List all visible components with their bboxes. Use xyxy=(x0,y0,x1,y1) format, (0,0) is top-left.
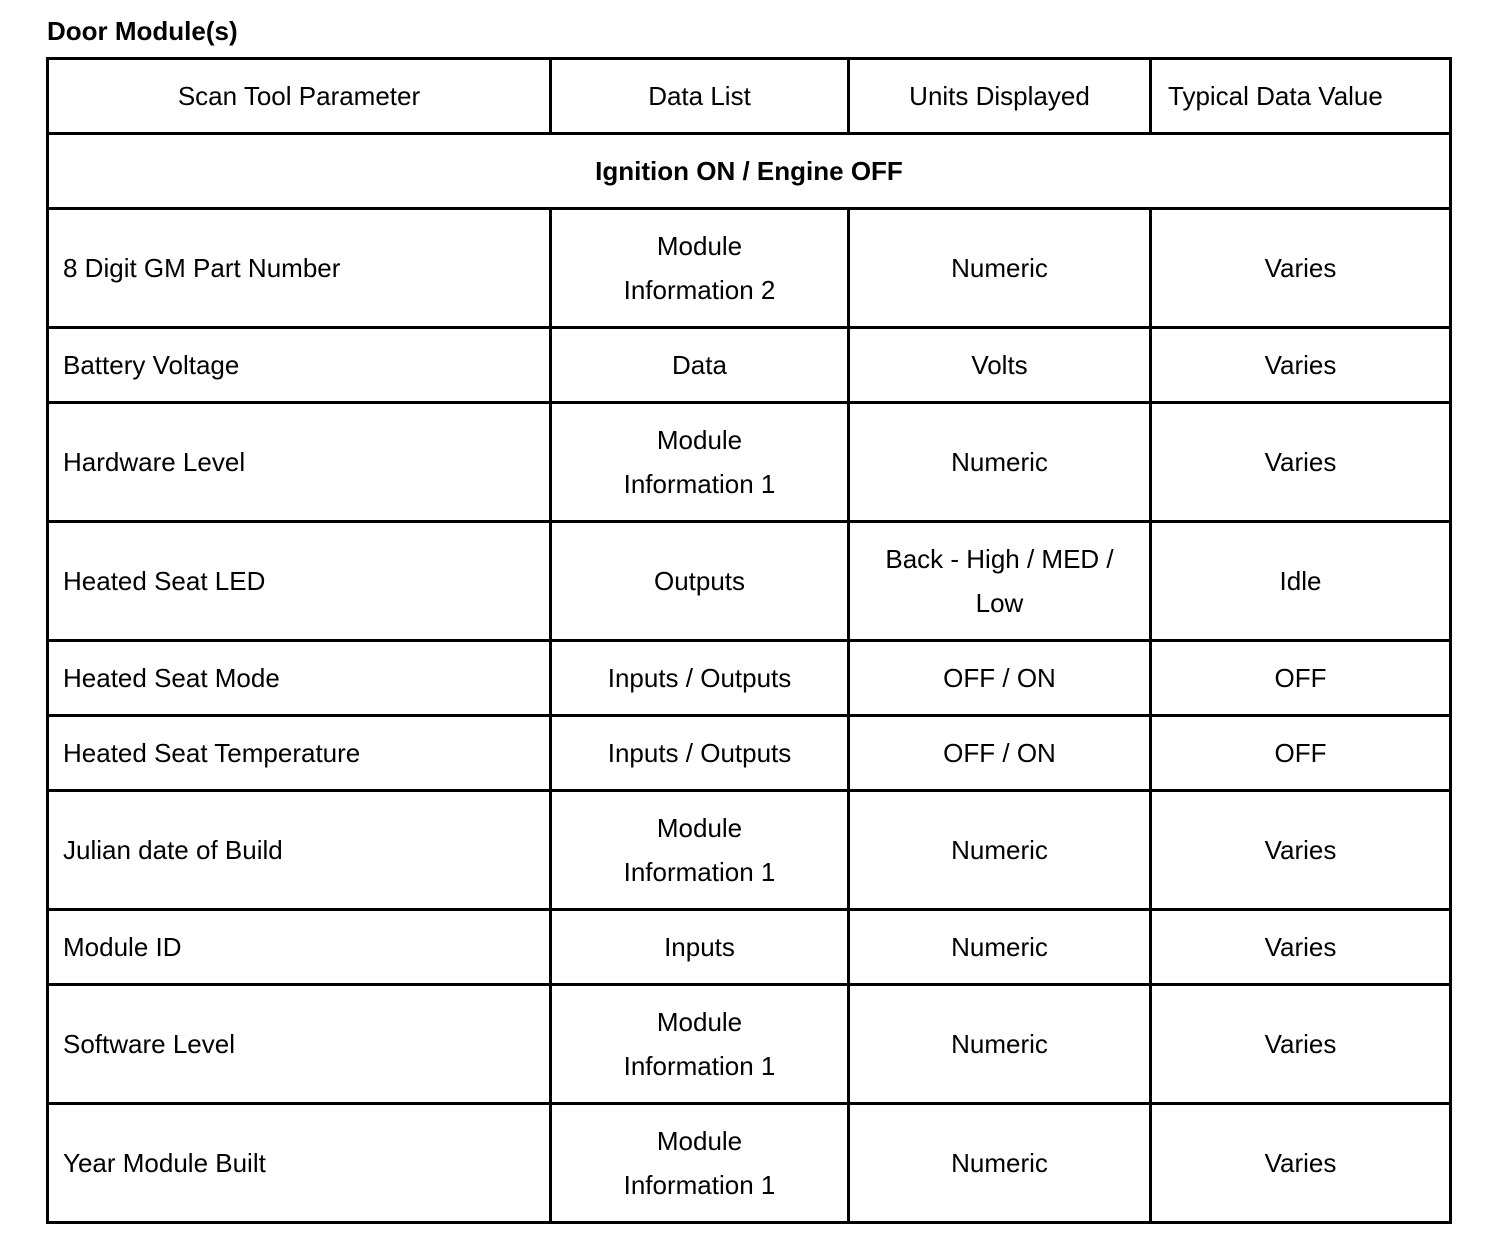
cell-parameter: Heated Seat Temperature xyxy=(48,716,551,791)
cell-units xyxy=(849,522,1151,641)
cell-data-list xyxy=(551,985,849,1104)
cell-data-list-line: Information 1 xyxy=(623,469,776,499)
header-units-displayed: Units Displayed xyxy=(849,59,1151,134)
table-row xyxy=(48,1104,1451,1223)
cell-typical-value: Varies xyxy=(1151,328,1451,403)
table-row xyxy=(48,522,1451,641)
cell-parameter: Year Module Built xyxy=(48,1104,551,1223)
cell-units-line: Numeric xyxy=(951,1029,1048,1059)
cell-data-list xyxy=(551,403,849,522)
cell-typical-value: Idle xyxy=(1151,522,1451,641)
cell-data-list xyxy=(551,1104,849,1223)
cell-parameter: Hardware Level xyxy=(48,403,551,522)
cell-data-list-line: Inputs xyxy=(664,932,735,962)
cell-typical-value: Varies xyxy=(1151,910,1451,985)
cell-data-list-line: Information 1 xyxy=(623,1051,776,1081)
cell-data-list-line: Module xyxy=(656,231,743,261)
data-table xyxy=(46,57,1452,1224)
cell-units-line: Numeric xyxy=(951,447,1048,477)
table-row xyxy=(48,328,1451,403)
table-row xyxy=(48,985,1451,1104)
table-row xyxy=(48,403,1451,522)
table-row xyxy=(48,209,1451,328)
cell-units-line: OFF / ON xyxy=(943,738,1056,768)
cell-parameter: Heated Seat Mode xyxy=(48,641,551,716)
cell-units xyxy=(849,716,1151,791)
cell-data-list xyxy=(551,522,849,641)
cell-data-list-line: Module xyxy=(656,425,743,455)
cell-units xyxy=(849,641,1151,716)
cell-data-list-line: Information 2 xyxy=(623,275,776,305)
cell-units xyxy=(849,910,1151,985)
cell-parameter: Heated Seat LED xyxy=(48,522,551,641)
cell-typical-value: Varies xyxy=(1151,791,1451,910)
table-row xyxy=(48,910,1451,985)
header-data-list: Data List xyxy=(551,59,849,134)
cell-units xyxy=(849,985,1151,1104)
cell-data-list xyxy=(551,910,849,985)
header-row xyxy=(48,59,1451,134)
cell-data-list xyxy=(551,641,849,716)
cell-units-line: Numeric xyxy=(951,1148,1048,1178)
cell-typical-value: Varies xyxy=(1151,985,1451,1104)
cell-data-list-line: Module xyxy=(656,1007,743,1037)
cell-parameter: 8 Digit GM Part Number xyxy=(48,209,551,328)
cell-units xyxy=(849,791,1151,910)
cell-units-line: Back - High / MED / xyxy=(885,544,1114,574)
table-row xyxy=(48,791,1451,910)
cell-parameter: Software Level xyxy=(48,985,551,1104)
cell-units xyxy=(849,328,1151,403)
cell-data-list-line: Outputs xyxy=(653,566,746,596)
cell-units-line: Volts xyxy=(971,350,1028,380)
cell-data-list xyxy=(551,716,849,791)
cell-typical-value: Varies xyxy=(1151,1104,1451,1223)
section-label: Ignition ON / Engine OFF xyxy=(48,134,1451,209)
page-title: Door Module(s) xyxy=(47,16,238,46)
cell-typical-value: OFF xyxy=(1151,641,1451,716)
cell-units xyxy=(849,403,1151,522)
cell-parameter: Julian date of Build xyxy=(48,791,551,910)
cell-data-list-line: Data xyxy=(672,350,727,380)
cell-units-line: Numeric xyxy=(951,835,1048,865)
cell-data-list-line: Inputs / Outputs xyxy=(607,663,792,693)
cell-data-list-line: Information 1 xyxy=(623,857,776,887)
cell-typical-value: Varies xyxy=(1151,209,1451,328)
cell-units-line: Numeric xyxy=(951,932,1048,962)
cell-data-list xyxy=(551,328,849,403)
header-scan-tool-parameter: Scan Tool Parameter xyxy=(48,59,551,134)
cell-data-list xyxy=(551,791,849,910)
cell-parameter: Battery Voltage xyxy=(48,328,551,403)
cell-units-line: Low xyxy=(975,588,1024,618)
section-row xyxy=(48,134,1451,209)
cell-units xyxy=(849,1104,1151,1223)
cell-data-list-line: Module xyxy=(656,1126,743,1156)
cell-units xyxy=(849,209,1151,328)
cell-data-list xyxy=(551,209,849,328)
table-row xyxy=(48,716,1451,791)
cell-data-list-line: Inputs / Outputs xyxy=(607,738,792,768)
cell-parameter: Module ID xyxy=(48,910,551,985)
cell-units-line: Numeric xyxy=(951,253,1048,283)
table-row xyxy=(48,641,1451,716)
cell-typical-value: OFF xyxy=(1151,716,1451,791)
header-typical-data-value: Typical Data Value xyxy=(1151,59,1451,134)
cell-data-list-line: Information 1 xyxy=(623,1170,776,1200)
cell-typical-value: Varies xyxy=(1151,403,1451,522)
cell-units-line: OFF / ON xyxy=(943,663,1056,693)
cell-data-list-line: Module xyxy=(656,813,743,843)
